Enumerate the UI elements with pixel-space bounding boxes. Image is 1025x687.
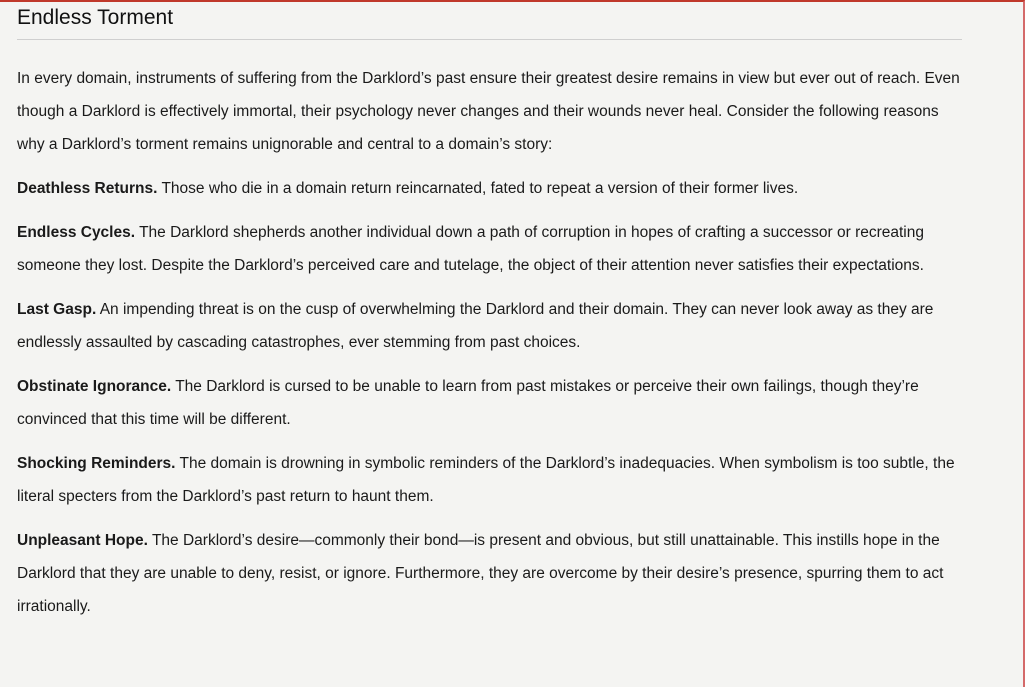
title-divider	[17, 39, 962, 40]
entry-term: Endless Cycles.	[17, 224, 136, 241]
entry-term: Shocking Reminders.	[17, 455, 176, 472]
entry-endless-cycles	[17, 216, 962, 282]
entry-deathless-returns	[17, 172, 962, 205]
entry-text: The Darklord is cursed to be unable to learn from past mistakes or perceive their own failings, though they’re convinced that this time will be different.	[17, 378, 919, 428]
section-title: Endless Torment	[17, 6, 174, 29]
content-column	[17, 2, 962, 623]
entry-last-gasp	[17, 293, 962, 359]
entry-text: The domain is drowning in symbolic reminders of the Darklord’s inadequacies. When symbolism is too subtle, the literal specters from the Darklord’s past return to haunt them.	[17, 455, 955, 505]
intro-paragraph: In every domain, instruments of suffering from the Darklord’s past ensure their greatest desire remains in view but ever out of reach. Even though a Darklord is effectively immortal, their psychology never changes and their wounds never heal. Consider the following reasons why a Darklord’s torment remains unignorable and central to a domain’s story:	[17, 70, 960, 153]
entry-text: An impending threat is on the cusp of overwhelming the Darklord and their domain. They can never look away as they are endlessly assaulted by cascading catastrophes, ever stemming from past choices.	[17, 301, 934, 351]
entry-term: Last Gasp.	[17, 301, 97, 318]
entry-term: Deathless Returns.	[17, 180, 158, 197]
entry-text: The Darklord’s desire—commonly their bond—is present and obvious, but still unattainable. This instills hope in the Darklord that they are unable to deny, resist, or ignore. Furthermore, they are overcome by their desire’s presence, spurring them to act irrationally.	[17, 532, 944, 615]
entry-text: The Darklord shepherds another individual down a path of corruption in hopes of crafting a successor or recreating someone they lost. Despite the Darklord’s perceived care and tutelage, the object of their attention never satisfies their expectations.	[17, 224, 924, 274]
entry-term: Obstinate Ignorance.	[17, 378, 172, 395]
entry-term: Unpleasant Hope.	[17, 532, 148, 549]
entry-unpleasant-hope	[17, 524, 962, 623]
entry-obstinate-ignorance	[17, 370, 962, 436]
entry-shocking-reminders	[17, 447, 962, 513]
entry-text: Those who die in a domain return reincarnated, fated to repeat a version of their former lives.	[157, 180, 799, 197]
